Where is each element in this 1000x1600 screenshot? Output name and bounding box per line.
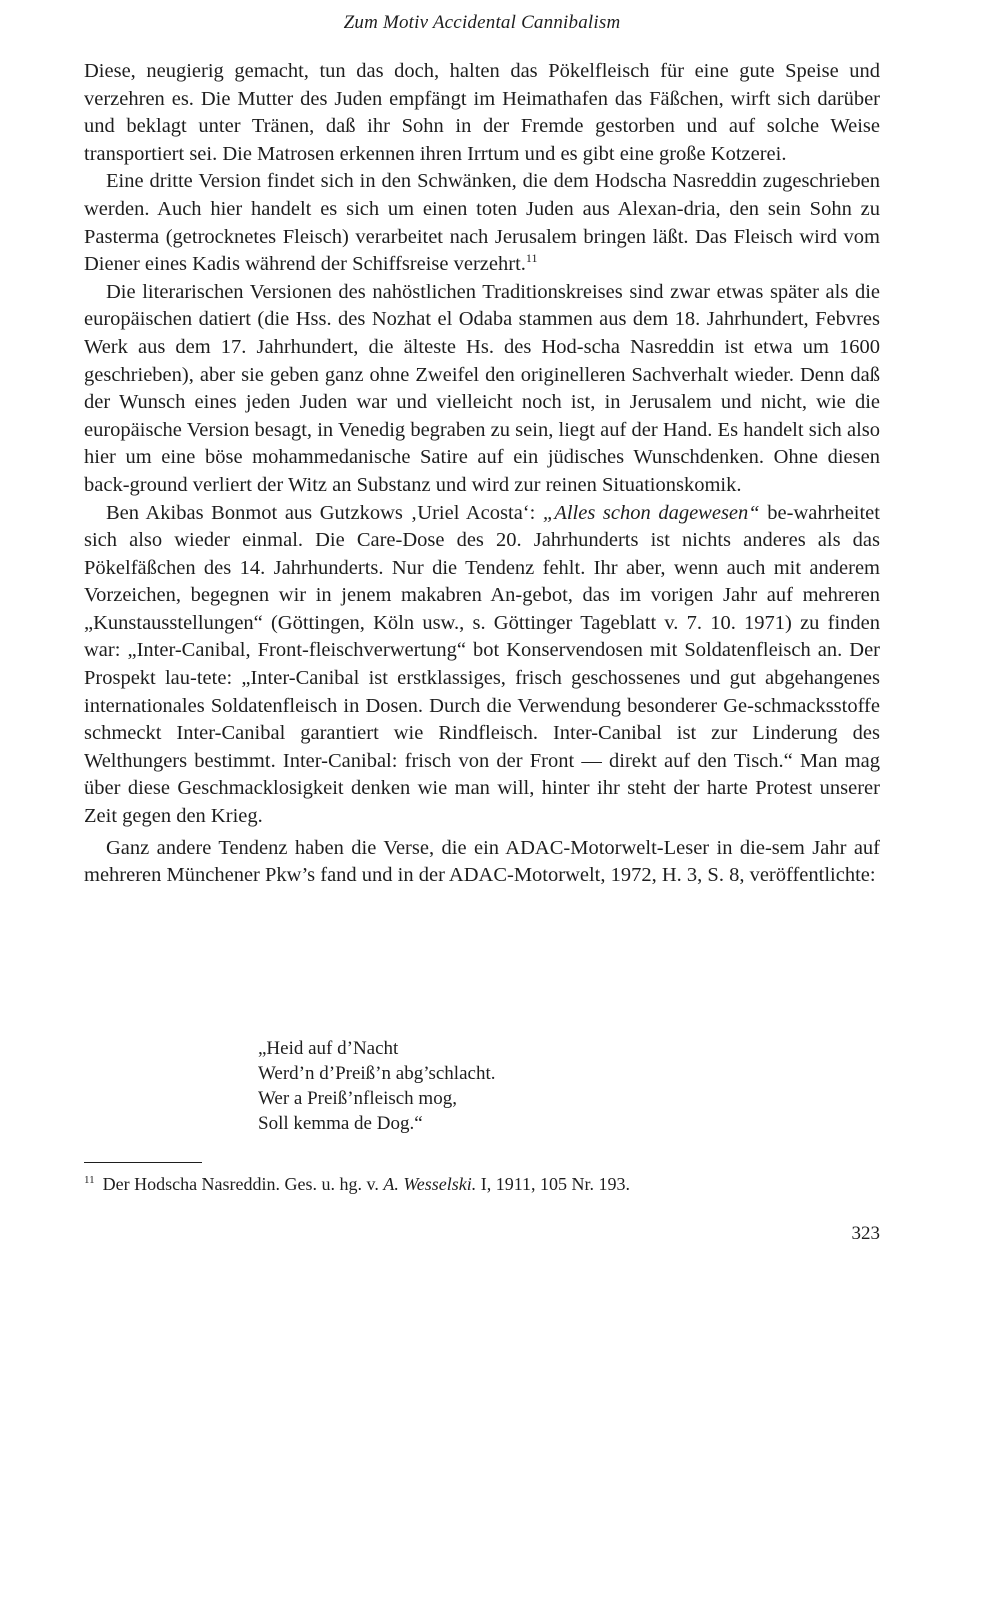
paragraph-4-text-a: Ben Akibas Bonmot aus Gutzkows ‚Uriel Acosta‘: (106, 501, 543, 524)
footnote-ref: 11 (525, 251, 538, 266)
quote-italic: „Alles schon dagewesen“ (542, 501, 760, 524)
paragraph-3-text: Die literarischen Versionen des nahöstlichen Traditionskreises sind zwar etwas später als die europäischen datiert (die Hss. des Nozhat el Odaba stammen aus dem 18. Jahrhundert, Febvres Werk aus dem 17. Jahrhundert, die älteste Hs. des Hod-scha Nasreddin ist etwa um 1600 geschrieben), aber sie geben ganz ohne Zweifel den originelleren Sachverhalt wieder. Denn daß der Wunsch eines jeden Juden war und vielleicht noch ist, in Jerusalem und nicht, wie die europäische Version besagt, in Venedig begraben zu sein, liegt auf der Hand. Es handelt sich also hier um eine böse mohammedanische Satire auf ein jüdisches Wunschdenken. Ohne diesen back-ground verliert der Witz an Substanz und wird zur reinen Situationskomik. (84, 280, 880, 496)
paragraph-1-text: Diese, neugierig gemacht, tun das doch, halten das Pökelfleisch für eine gute Speise und verzehren es. Die Mutter des Juden empfängt im Heimathafen das Fäßchen, wirft sich darüber und beklagt unter Tränen, daß ihr Sohn in der Fremde gestorben und auf solche Weise transportiert sei. Die Matrosen erkennen ihren Irrtum und es gibt eine große Kotzerei. (84, 60, 880, 165)
paragraph-3 (84, 279, 880, 500)
footnote-text-a: Der Hodscha Nasreddin. Ges. u. hg. v. (102, 1174, 384, 1194)
paragraph-5 (84, 835, 880, 890)
paragraph-2-text: Eine dritte Version findet sich in den Schwänken, die dem Hodscha Nasreddin zugeschrieben werden. Auch hier handelt es sich um einen toten Juden aus Alexan-dria, den sein Sohn zu Pasterma (getrocknetes Fleisch) verarbeitet nach Jerusalem bringen läßt. Das Fleisch wird vom Diener eines Kadis während der Schiffsreise verzehrt. (84, 170, 880, 276)
footnote-text-b: I, 1911, 105 Nr. 193. (476, 1174, 631, 1194)
footnote-rule (84, 1162, 202, 1163)
verse-line: Soll kemma de Dog.“ (258, 1113, 423, 1134)
paragraph-5-text: Ganz andere Tendenz haben die Verse, die ein ADAC-Motorwelt-Leser in die-sem Jahr auf mehreren Münchener Pkw’s fand und in der ADAC-Motorwelt, 1972, H. 3, S. 8, veröffentlichte: (84, 836, 880, 887)
page-number: 323 (851, 1223, 880, 1244)
paragraph-4-text-b: be-wahrheitet sich also wieder einmal. Die Care-Dose des 20. Jahrhunderts ist nichts anderes als das Pökelfäßchen des 14. Jahrhunderts. Nur die Tendenz fehlt. Ihr aber, wenn auch mit anderem Vorzeichen, begegnen wir in jenem makabren An-gebot, das im vorigen Jahr auf mehreren „Kunstausstellungen“ (Göttingen, Köln usw., s. Göttinger Tageblatt v. 7. 10. 1971) zu finden war: „Inter-Canibal, Front-fleischverwertung“ bot Konservendosen mit Soldatenfleisch an. Der Prospekt lau-tete: „Inter-Canibal ist erstklassiges, frisch geschossenes und gut abgehangenes internationales Soldatenfleisch in Dosen. Durch die Verwendung besonderer Ge-schmacksstoffe schmeckt Inter-Canibal garantiert wie Rindfleisch. Inter-Canibal ist zur Linderung des Welthungers bestimmt. Inter-Canibal: frisch von der Front — direkt auf den Tisch.“ Man mag über diese Geschmacklosigkeit denken wie man will, hinter ihr steht der harte Protest unserer Zeit gegen den Krieg. (84, 501, 880, 828)
footnote-marker: 11 (84, 1174, 95, 1186)
verse-block (258, 1036, 495, 1136)
paragraph-1 (84, 58, 880, 168)
verse-line: Werd’n d’Preiß’n abg’schlacht. (258, 1063, 496, 1084)
body-text (84, 58, 880, 890)
paragraph-2 (84, 168, 880, 278)
footnote-author: A. Wesselski. (383, 1174, 477, 1194)
running-head: Zum Motiv Accidental Cannibalism (343, 12, 621, 33)
paragraph-4 (84, 500, 880, 831)
verse-line: „Heid auf d’Nacht (258, 1038, 399, 1059)
verse-line: Wer a Preiß’nfleisch mog, (258, 1088, 457, 1109)
footnote (84, 1172, 880, 1196)
